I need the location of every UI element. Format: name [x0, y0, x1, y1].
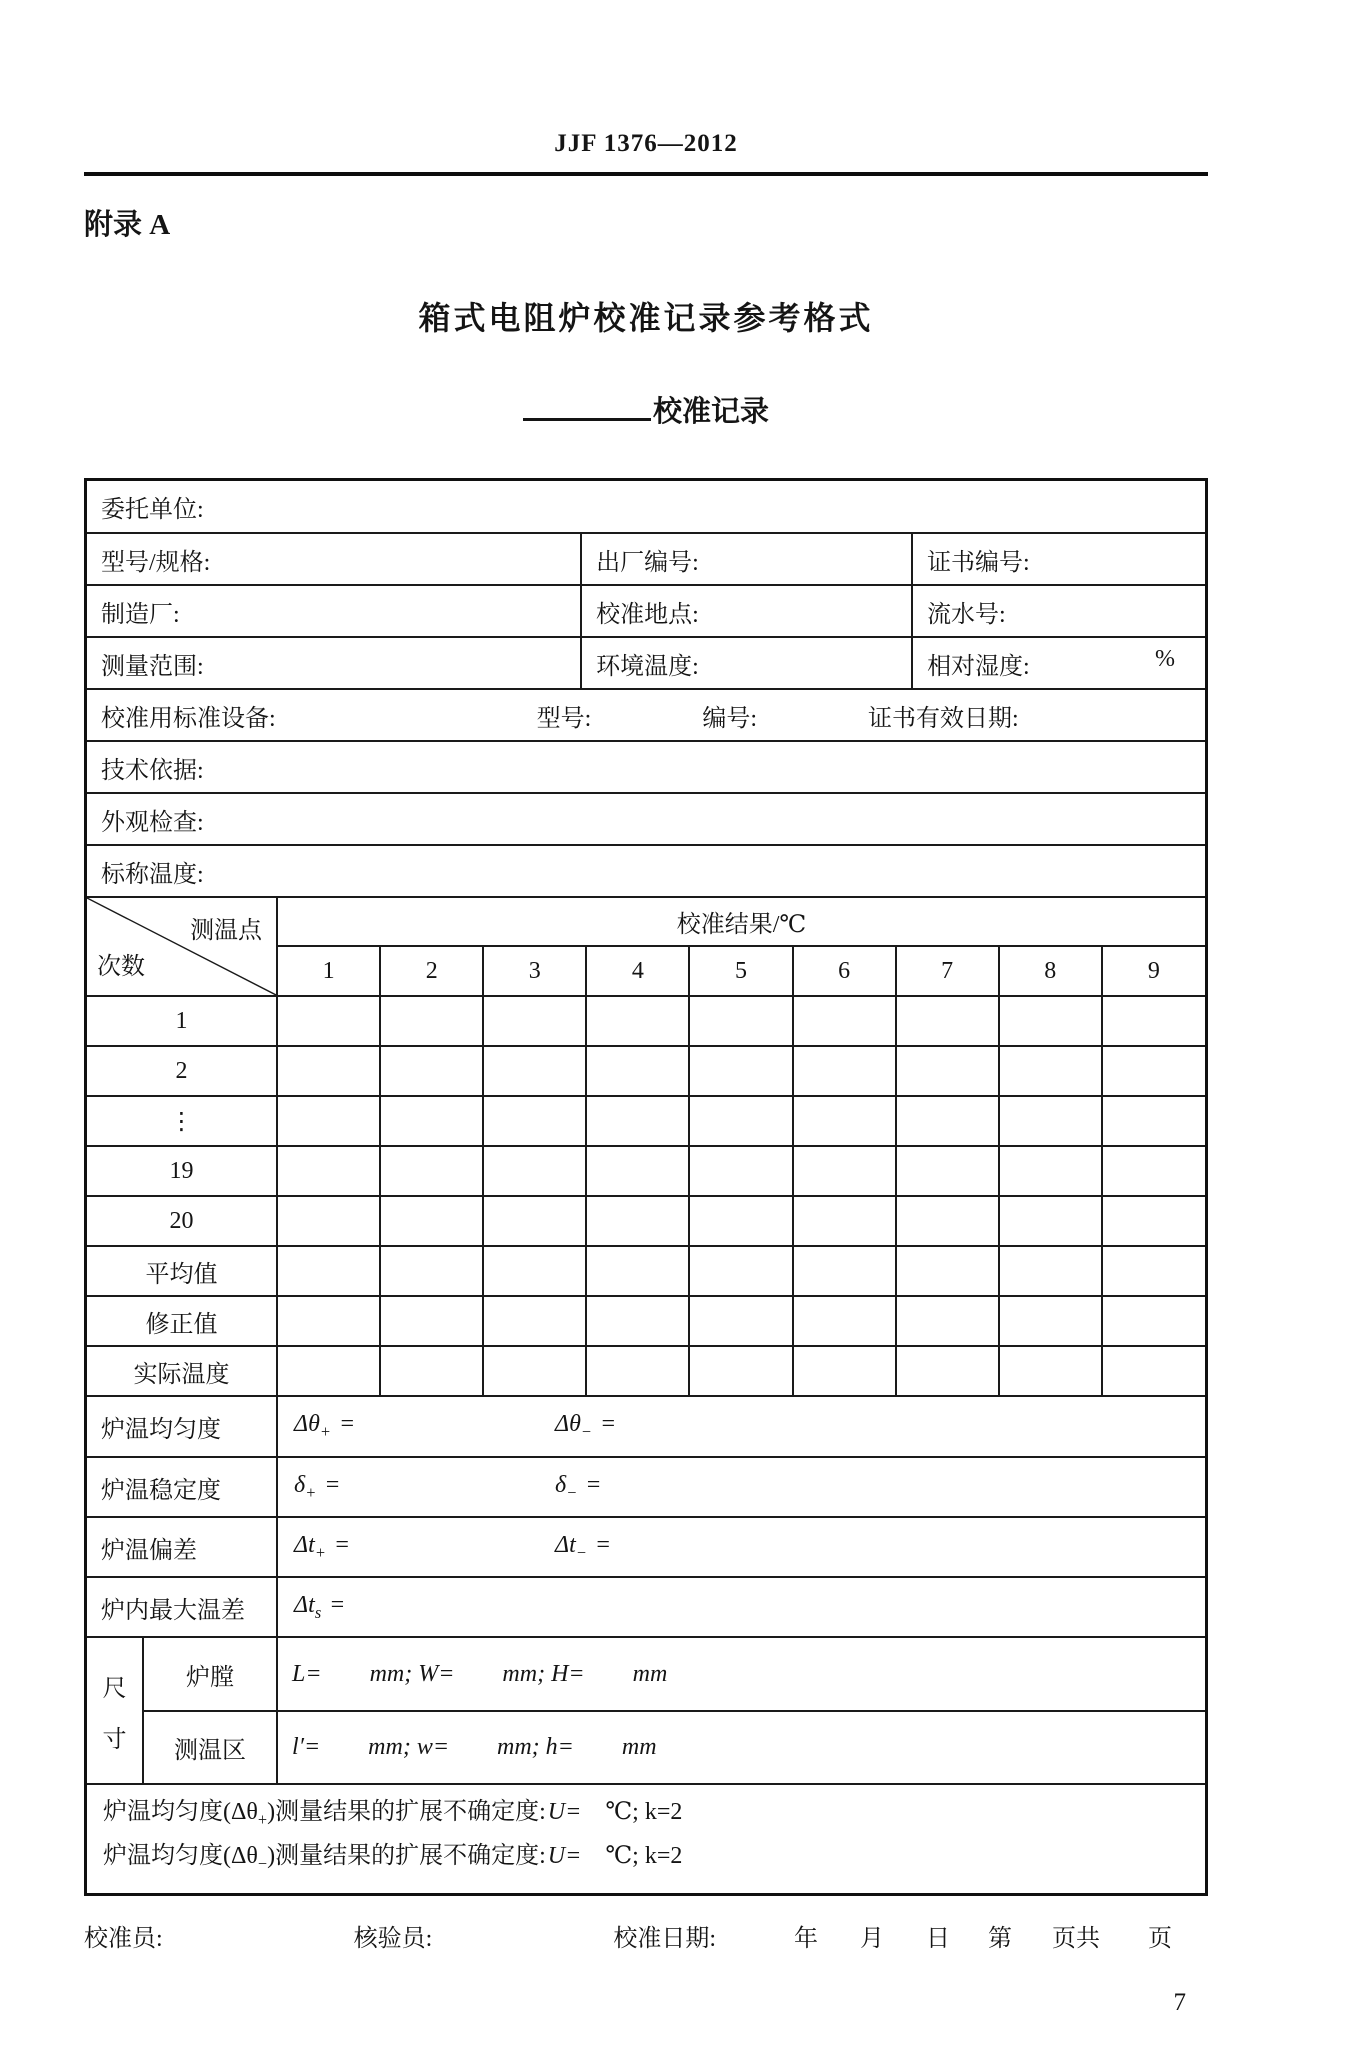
page-prefix-label: 第 — [988, 1925, 1013, 1952]
grid-cell — [483, 1146, 586, 1196]
grid-cell — [277, 1146, 380, 1196]
delta-minus: $\delta_-$ = — [555, 1471, 602, 1502]
diagonal-header-cell — [87, 898, 277, 996]
grid-cell — [277, 1196, 380, 1246]
grid-cell — [277, 1246, 380, 1296]
page-number: 7 — [1173, 1988, 1186, 2016]
grid-row — [87, 1096, 1205, 1146]
delta-t-minus: $\Delta t_-$ = — [555, 1531, 612, 1562]
measurement-grid-table — [87, 898, 1205, 1397]
table-row — [87, 637, 1205, 689]
grid-cell — [999, 1296, 1102, 1346]
grid-row-label: 实际温度 — [87, 1346, 277, 1396]
grid-cell — [689, 1196, 792, 1246]
table-row — [87, 793, 1205, 845]
grid-row-label: 1 — [87, 996, 277, 1046]
grid-cell — [689, 1246, 792, 1296]
grid-col-header: 1 — [277, 946, 380, 996]
grid-cell — [586, 1346, 689, 1396]
grid-cell — [380, 1246, 483, 1296]
grid-row-label: 20 — [87, 1196, 277, 1246]
table-row — [87, 481, 1205, 533]
deviation-label: 炉温偏差 — [87, 1517, 277, 1577]
grid-cell — [380, 1146, 483, 1196]
grid-cell — [483, 1046, 586, 1096]
grid-cell — [1102, 1346, 1205, 1396]
grid-cell — [1102, 996, 1205, 1046]
grid-cell — [586, 1296, 689, 1346]
certificate-number-cell: 证书编号: — [912, 533, 1205, 585]
table-row — [87, 845, 1205, 897]
measure-zone-label: 测温区 — [143, 1711, 277, 1784]
appearance-check-cell: 外观检查: — [87, 793, 1205, 845]
table-row — [87, 1457, 1205, 1517]
page-mid-label: 页共 — [1052, 1925, 1101, 1952]
uncertainty-block — [87, 1785, 1205, 1893]
grid-cell — [896, 1146, 999, 1196]
table-row — [87, 585, 1205, 637]
grid-cell — [999, 1246, 1102, 1296]
calibrator-label: 校准员: — [84, 1925, 163, 1952]
grid-cell — [689, 996, 792, 1046]
grid-row — [87, 1196, 1205, 1246]
grid-row — [87, 1046, 1205, 1096]
verifier-label: 核验员: — [353, 1925, 433, 1952]
delta-plus: $\delta_+$ = — [294, 1471, 341, 1502]
month-label: 月 — [860, 1925, 885, 1952]
calibration-date-label: 校准日期: — [613, 1925, 717, 1952]
manufacturer-cell: 制造厂: — [87, 585, 581, 637]
grid-cell — [999, 1346, 1102, 1396]
grid-cell — [277, 1346, 380, 1396]
grid-cell — [896, 1196, 999, 1246]
uncertainty-line-plus: 炉温均匀度$(\Delta\theta_+)$测量结果的扩展不确定度:U= ℃; k=2 — [103, 1799, 683, 1829]
grid-row-label: 2 — [87, 1046, 277, 1096]
measure-range-cell: 测量范围: — [87, 637, 581, 689]
grid-cell — [1102, 1296, 1205, 1346]
certificate-validity-label: 证书有效日期: — [868, 705, 1019, 732]
grid-cell — [896, 1096, 999, 1146]
furnace-chamber-label: 炉膛 — [143, 1638, 277, 1711]
grid-row — [87, 996, 1205, 1046]
grid-cell — [586, 996, 689, 1046]
appendix-heading: 附录 A — [84, 209, 171, 241]
model-spec-cell: 型号/规格: — [87, 533, 581, 585]
grid-cell — [1102, 1046, 1205, 1096]
table-row — [87, 533, 1205, 585]
calibration-place-cell: 校准地点: — [581, 585, 912, 637]
table-row — [87, 741, 1205, 793]
grid-row — [87, 1146, 1205, 1196]
table-row — [87, 1577, 1205, 1637]
delta-t-plus: $\Delta t_+$ = — [294, 1531, 351, 1562]
grid-col-header: 7 — [896, 946, 999, 996]
grid-cell — [483, 996, 586, 1046]
grid-cell — [896, 1246, 999, 1296]
dimension-group-cell — [87, 1638, 143, 1784]
deviation-values-cell — [277, 1517, 1205, 1577]
result-header-cell: 校准结果/℃ — [277, 898, 1205, 946]
equipment-number-label: 编号: — [702, 705, 758, 732]
grid-row — [87, 1246, 1205, 1296]
page-content — [84, 0, 1208, 2017]
dimension-group-label: 尺 寸 — [102, 1675, 127, 1753]
grid-cell — [380, 1046, 483, 1096]
grid-col-header: 8 — [999, 946, 1102, 996]
grid-cell — [380, 1096, 483, 1146]
grid-cell — [689, 1096, 792, 1146]
grid-body — [87, 898, 1205, 1396]
grid-cell — [793, 996, 896, 1046]
document-title: 箱式电阻炉校准记录参考格式 — [418, 300, 874, 336]
grid-cell — [586, 1096, 689, 1146]
percent-unit: % — [1155, 645, 1175, 672]
max-temp-diff-values-cell — [277, 1577, 1205, 1637]
grid-cell — [689, 1296, 792, 1346]
grid-cell — [277, 1046, 380, 1096]
nominal-temp-cell: 标称温度: — [87, 845, 1205, 897]
grid-header-row — [87, 898, 1205, 946]
grid-cell — [896, 996, 999, 1046]
table-row — [87, 1711, 1205, 1784]
grid-row-label: ⋮ — [87, 1096, 277, 1146]
grid-cell — [586, 1046, 689, 1096]
calibration-form-table — [84, 478, 1208, 1896]
grid-cell — [277, 1096, 380, 1146]
client-unit-cell: 委托单位: — [87, 481, 1205, 533]
table-row — [87, 1517, 1205, 1577]
equipment-model-label: 型号: — [536, 705, 592, 732]
factory-number-cell: 出厂编号: — [581, 533, 912, 585]
grid-row — [87, 1346, 1205, 1396]
grid-cell — [1102, 1196, 1205, 1246]
header-rule — [84, 172, 1208, 176]
grid-col-header: 6 — [793, 946, 896, 996]
grid-cell — [586, 1246, 689, 1296]
grid-cell — [689, 1046, 792, 1096]
grid-cell — [999, 1146, 1102, 1196]
grid-cell — [999, 1046, 1102, 1096]
delta-t-s: $\Delta t_s$ = — [294, 1591, 346, 1622]
grid-cell — [380, 1196, 483, 1246]
grid-cell — [380, 996, 483, 1046]
uncertainty-line-minus: 炉温均匀度$(\Delta\theta_-)$测量结果的扩展不确定度:U= ℃; k=2 — [103, 1842, 683, 1873]
grid-cell — [896, 1346, 999, 1396]
grid-cell — [999, 1196, 1102, 1246]
technical-basis-cell: 技术依据: — [87, 741, 1205, 793]
grid-cell — [1102, 1146, 1205, 1196]
grid-row — [87, 1296, 1205, 1346]
year-label: 年 — [794, 1925, 819, 1952]
grid-cell — [1102, 1096, 1205, 1146]
grid-cell — [999, 1096, 1102, 1146]
grid-cell — [793, 1196, 896, 1246]
grid-row-label: 19 — [87, 1146, 277, 1196]
grid-cell — [483, 1196, 586, 1246]
grid-cell — [793, 1296, 896, 1346]
grid-row-label: 修正值 — [87, 1296, 277, 1346]
stability-values-cell — [277, 1457, 1205, 1517]
humidity-label: 相对湿度: — [927, 653, 1030, 680]
diagonal-top-label: 测温点 — [190, 918, 263, 944]
subtitle-text: 校准记录 — [652, 396, 769, 428]
grid-cell — [793, 1146, 896, 1196]
grid-cell — [586, 1146, 689, 1196]
table-row — [87, 689, 1205, 741]
day-label: 日 — [926, 1925, 951, 1952]
grid-col-header: 2 — [380, 946, 483, 996]
grid-col-header: 9 — [1102, 946, 1205, 996]
delta-theta-minus: $\Delta\theta_-$ = — [555, 1411, 617, 1441]
signature-footer — [84, 1918, 1208, 1953]
uniformity-values-cell — [277, 1397, 1205, 1457]
grid-col-header: 5 — [689, 946, 792, 996]
grid-cell — [586, 1196, 689, 1246]
grid-cell — [896, 1046, 999, 1096]
max-temp-diff-label: 炉内最大温差 — [87, 1577, 277, 1637]
grid-cell — [896, 1296, 999, 1346]
grid-cell — [999, 996, 1102, 1046]
measure-zone-dims: l′= mm; w= mm; h= mm — [277, 1711, 1205, 1784]
stability-label: 炉温稳定度 — [87, 1457, 277, 1517]
subtitle-blank-line — [523, 391, 651, 421]
grid-cell — [483, 1296, 586, 1346]
grid-cell — [380, 1346, 483, 1396]
grid-cell — [483, 1246, 586, 1296]
grid-cell — [277, 1296, 380, 1346]
info-table — [87, 481, 1205, 898]
grid-cell — [1102, 1246, 1205, 1296]
grid-cell — [380, 1296, 483, 1346]
grid-cell — [793, 1246, 896, 1296]
grid-cell — [793, 1346, 896, 1396]
diagonal-bottom-label: 次数 — [97, 954, 145, 980]
humidity-cell — [912, 637, 1205, 689]
grid-cell — [793, 1046, 896, 1096]
uniformity-label: 炉温均匀度 — [87, 1397, 277, 1457]
ambient-temp-cell: 环境温度: — [581, 637, 912, 689]
standard-equipment-label: 校准用标准设备: — [101, 705, 276, 732]
grid-cell — [793, 1096, 896, 1146]
page-suffix-label: 页 — [1148, 1925, 1173, 1952]
grid-cell — [483, 1096, 586, 1146]
grid-col-header: 3 — [483, 946, 586, 996]
grid-row-label: 平均值 — [87, 1246, 277, 1296]
dimensions-table — [87, 1638, 1205, 1785]
standard-equipment-cell — [87, 689, 1205, 741]
table-row — [87, 1638, 1205, 1711]
table-row — [87, 1397, 1205, 1457]
grid-cell — [689, 1146, 792, 1196]
furnace-chamber-dims: L= mm; W= mm; H= mm — [277, 1638, 1205, 1711]
results-table — [87, 1397, 1205, 1638]
grid-cell — [689, 1346, 792, 1396]
grid-col-header: 4 — [586, 946, 689, 996]
grid-cell — [483, 1346, 586, 1396]
serial-number-cell: 流水号: — [912, 585, 1205, 637]
grid-cell — [277, 996, 380, 1046]
record-subtitle — [84, 389, 1208, 430]
delta-theta-plus: $\Delta\theta_+$ = — [294, 1411, 356, 1441]
document-code: JJF 1376—2012 — [554, 130, 738, 157]
